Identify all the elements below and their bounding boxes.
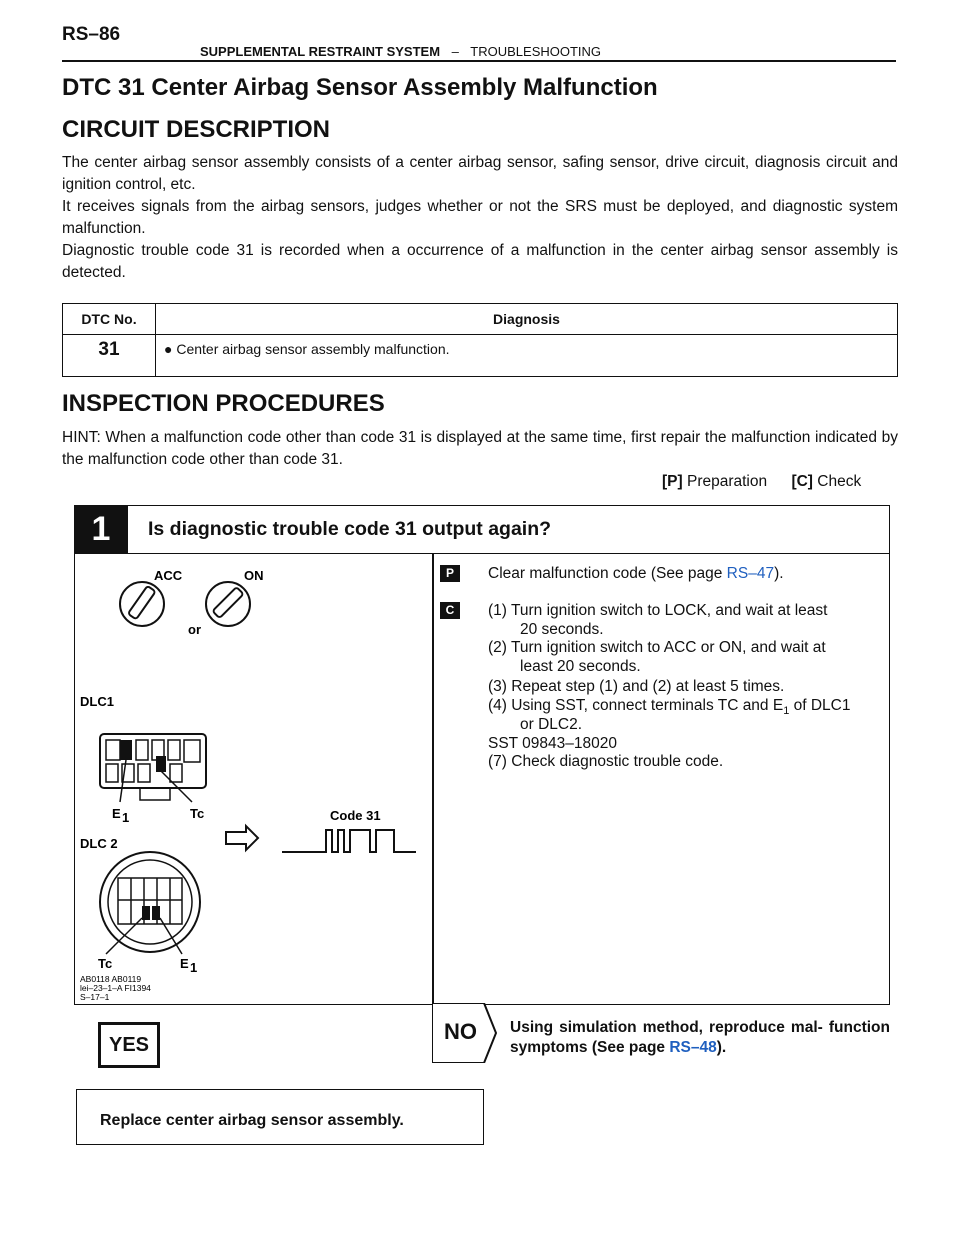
check-step-2b: least 20 seconds. <box>520 658 641 675</box>
header-section <box>200 44 601 59</box>
no-branch-text <box>510 1018 890 1058</box>
check-step-4-sub: 1 <box>783 705 790 718</box>
legend-p-key: [P] <box>662 473 683 490</box>
dlc1-e1-sub: 1 <box>122 810 130 825</box>
page-title: DTC 31 Center Airbag Sensor Assembly Malfunction <box>62 74 658 101</box>
check-tag: C <box>440 602 460 619</box>
final-action-text: Replace center airbag sensor assembly. <box>100 1112 404 1129</box>
step-number: 1 <box>74 505 128 553</box>
legend <box>662 473 861 491</box>
page-number: RS–86 <box>62 24 121 45</box>
legend-c: Check <box>817 473 862 490</box>
bullet-icon: ● <box>164 341 173 357</box>
header-subsection: TROUBLESHOOTING <box>470 44 602 59</box>
diagnosis-text: Center airbag sensor assembly malfunction. <box>176 341 450 357</box>
no-branch-tail: ). <box>716 1039 727 1056</box>
acc-switch-icon <box>120 582 164 626</box>
step-divider <box>432 553 434 1003</box>
preparation-text <box>488 564 784 583</box>
circuit-paragraph-1: The center airbag sensor assembly consists of a center airbag sensor, safing sensor, drive circuit, diagnosis circuit and ignition control, etc. <box>62 154 898 193</box>
diagnosis-cell <box>156 335 898 377</box>
dtc-code-cell: 31 <box>63 335 156 377</box>
header-section-title: SUPPLEMENTAL RESTRAINT SYSTEM <box>200 44 441 59</box>
check-step-4b: or DLC2. <box>520 716 583 733</box>
header-rule <box>62 60 896 62</box>
preparation-tail: ). <box>774 565 784 582</box>
rs48-link[interactable]: RS–48 <box>669 1039 717 1056</box>
inspection-heading: INSPECTION PROCEDURES <box>62 390 385 417</box>
preparation-tag: P <box>440 565 460 582</box>
no-branch-description: Using simulation method, reproduce mal- function symptoms (See page <box>510 1019 890 1056</box>
check-step-1a: (1) Turn ignition switch to LOCK, and wait at least <box>488 602 828 619</box>
dlc2-label: DLC 2 <box>80 836 118 851</box>
check-step-4-tail: of DLC1 <box>789 697 851 714</box>
dlc1-tc-label: Tc <box>190 806 205 821</box>
sst-number: SST 09843–18020 <box>488 735 617 752</box>
check-step-7: (7) Check diagnostic trouble code. <box>488 753 724 770</box>
check-step-1b: 20 seconds. <box>520 621 604 638</box>
dtc-col-header: DTC No. <box>63 304 156 335</box>
header-separator: – <box>451 44 459 59</box>
arrow-right-icon <box>226 826 258 850</box>
yes-branch: YES <box>98 1022 160 1068</box>
on-switch-icon <box>206 582 250 626</box>
check-step-2a: (2) Turn ignition switch to ACC or ON, and wait at <box>488 639 826 656</box>
hint-paragraph: HINT: When a malfunction code other than code 31 is displayed at the same time, first repair the malfunction indicated by the malfunction code other than code 31. <box>62 429 898 468</box>
rs47-link[interactable]: RS–47 <box>726 565 775 582</box>
or-label: or <box>188 622 201 637</box>
circuit-heading: CIRCUIT DESCRIPTION <box>62 116 331 143</box>
dlc2-tc-label: Tc <box>98 956 113 971</box>
figure-ref-1: AB0118 AB0119 <box>80 974 142 984</box>
figure-ref-2: lei–23–1–A FI1394 <box>80 983 151 993</box>
dlc1-label: DLC1 <box>80 694 114 709</box>
step-title: Is diagnostic trouble code 31 output again? <box>148 518 552 540</box>
dtc-table <box>62 303 898 377</box>
dlc2-connector-icon <box>100 852 200 954</box>
acc-label: ACC <box>154 568 183 583</box>
dlc2-e1-sub: 1 <box>190 960 198 975</box>
code-31-label: Code 31 <box>330 808 381 823</box>
check-step-4-text: (4) Using SST, connect terminals TC and E <box>488 697 784 714</box>
figure-ref-3: S–17–1 <box>80 992 110 1002</box>
legend-p: Preparation <box>686 473 768 490</box>
dlc2-e1-label: E <box>180 956 189 971</box>
dlc1-e1-label: E <box>112 806 121 821</box>
no-branch: NO <box>444 1019 477 1044</box>
circuit-paragraph-2: It receives signals from the airbag sensors, judges whether or not the SRS must be deployed, and diagnostic system malfunction. <box>62 198 898 237</box>
on-label: ON <box>244 568 264 583</box>
check-step-3: (3) Repeat step (1) and (2) at least 5 times. <box>488 678 785 695</box>
connector-figure <box>76 556 430 1002</box>
dlc1-connector-icon <box>100 734 206 802</box>
diagnosis-col-header: Diagnosis <box>156 304 898 335</box>
preparation-label: Clear malfunction code (See page <box>488 565 727 582</box>
circuit-paragraph-3: Diagnostic trouble code 31 is recorded when a occurrence of a malfunction in the center airbag sensor assembly is detected. <box>62 242 898 281</box>
code-31-waveform <box>282 830 416 852</box>
legend-c-key: [C] <box>791 473 813 490</box>
